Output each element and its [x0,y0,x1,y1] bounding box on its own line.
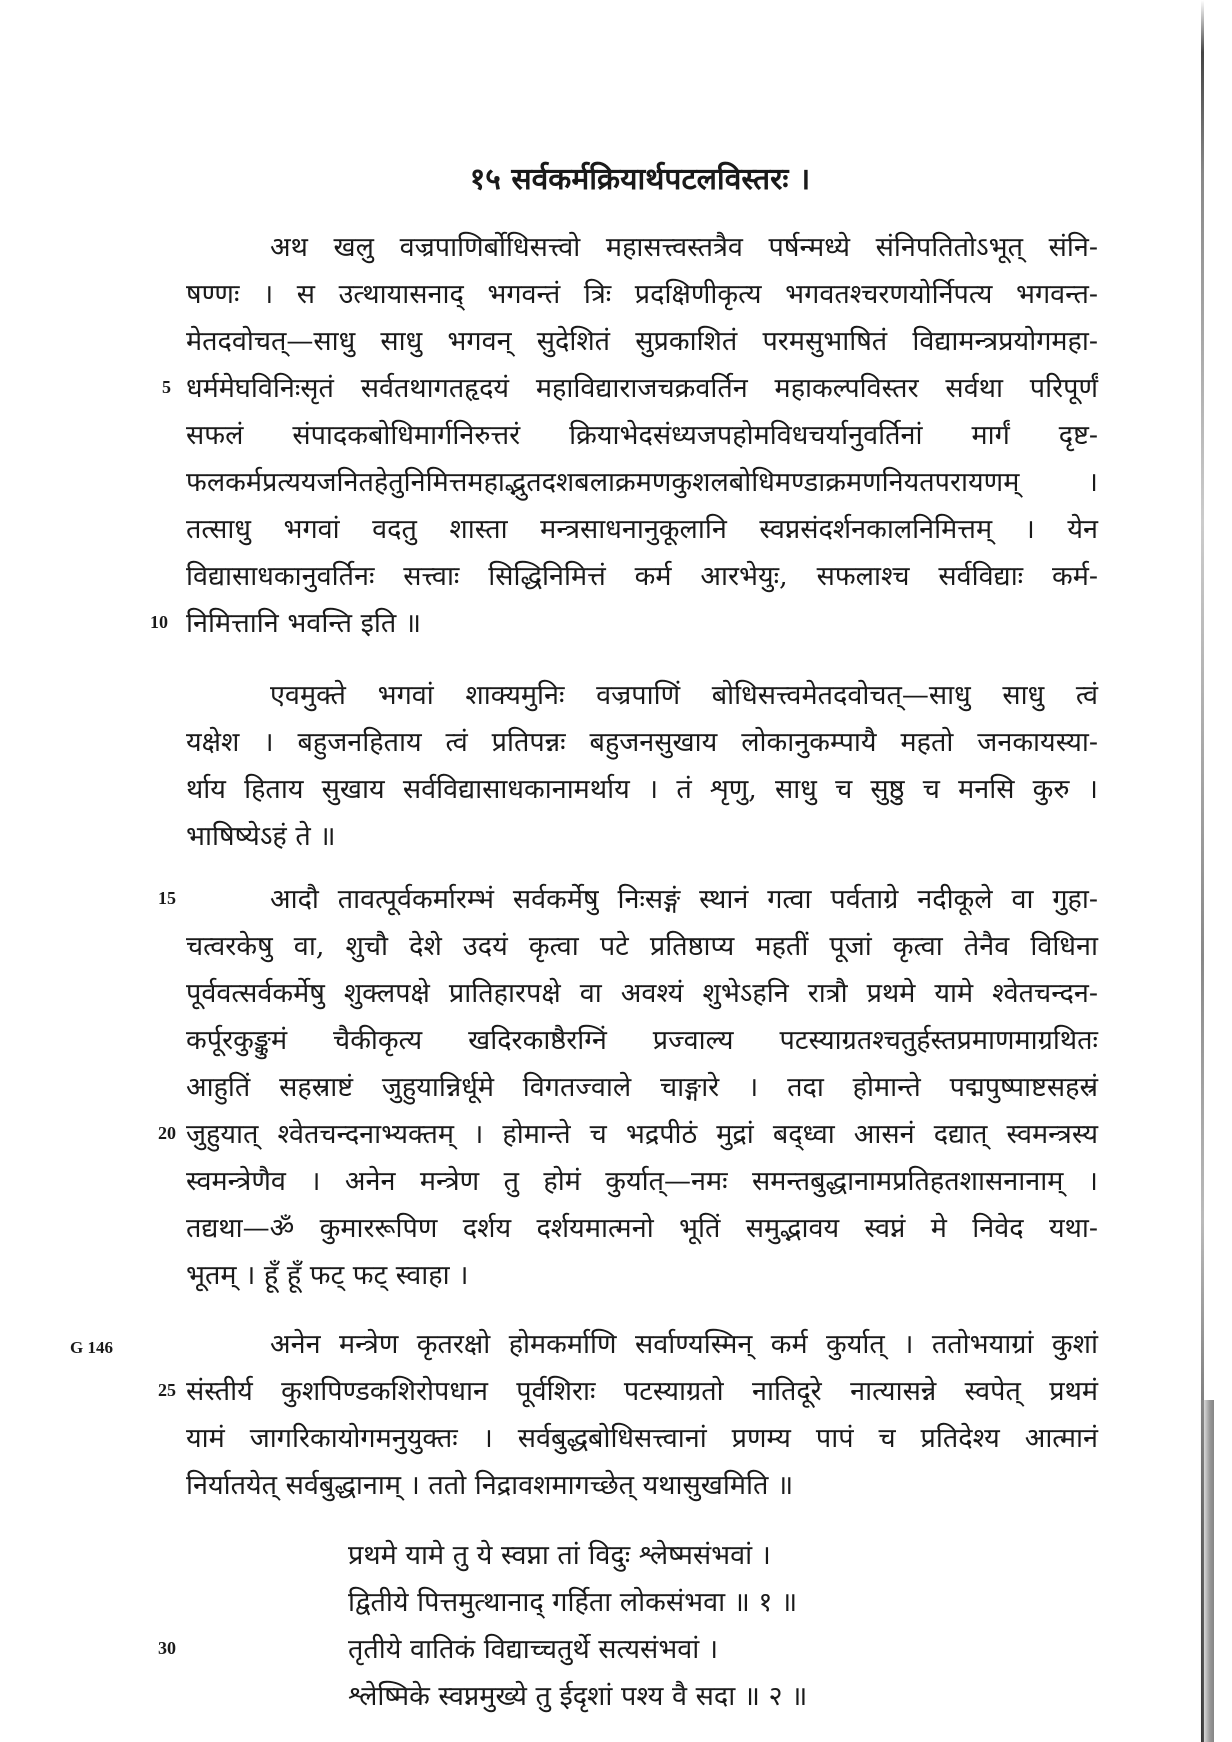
verse-line: तृतीये वातिकं विद्याच्चतुर्थे सत्यसंभवां । [348,1634,719,1665]
line-number: 15 [158,888,176,908]
verse-line: श्लेष्मिके स्वप्नमुख्ये तु ईदृशां पश्य वै सदा ॥ २ ॥ [348,1681,808,1712]
text-line: भूतम् । हूँ हूँ फट् फट् स्वाहा । [186,1260,469,1291]
text-line: चत्वरकेषु वा, शुचौ देशे उदयं कृत्वा पटे प्रतिष्ठाप्य महतीं पूजां कृत्वा तेनैव विधिना [186,931,1098,962]
text-line: अनेन मन्त्रेण कृतरक्षो होमकर्माणि सर्वाण्यस्मिन् कर्म कुर्यात् । ततोभयाग्रां कुशां [270,1329,1098,1360]
verse-line: प्रथमे यामे तु ये स्वप्ना तां विदुः श्लेष्मसंभवां । [348,1540,771,1571]
page-edge-shadow-bottom [1200,1400,1214,1742]
line-number: 25 [158,1380,176,1400]
text-line: एवमुक्ते भगवां शाक्यमुनिः वज्रपाणिं बोधिसत्त्वमेतदवोचत्—साधु साधु त्वं [270,680,1098,711]
text-line: पूर्ववत्सर्वकर्मेषु शुक्लपक्षे प्रातिहारपक्षे वा अवश्यं शुभेऽहनि रात्रौ प्रथमे यामे श्वेतचन्दन- [186,978,1098,1009]
text-line: षण्णः । स उत्थायासनाद् भगवन्तं त्रिः प्रदक्षिणीकृत्य भगवतश्चरणयोर्निपत्य भगवन्त- [186,279,1098,310]
margin-reference: G 146 [70,1338,113,1357]
text-line: निर्यातयेत् सर्वबुद्धानाम् । ततो निद्रावशमागच्छेत् यथासुखमिति ॥ [186,1470,794,1501]
chapter-heading: १५ सर्वकर्मक्रियार्थपटलविस्तरः । [469,162,811,197]
text-line: संस्तीर्य कुशपिण्डकशिरोपधान पूर्वशिराः पटस्याग्रतो नातिदूरे नात्यासन्ने स्वपेत् प्रथमं [186,1376,1098,1407]
text-line: सफलं संपादकबोधिमार्गनिरुत्तरं क्रियाभेदसंध्यजपहोमविधचर्यानुवर्तिनां मार्गं दृष्ट- [186,420,1098,451]
text-line: मेतदवोचत्—साधु साधु भगवन् सुदेशितं सुप्रकाशितं परमसुभाषितं विद्यामन्त्रप्रयोगमहा- [186,326,1098,357]
text-line: र्थाय हिताय सुखाय सर्वविद्यासाधकानामर्थाय । तं शृणु, साधु च सुष्ठु च मनसि कुरु । [186,774,1098,805]
text-line: विद्यासाधकानुवर्तिनः सत्त्वाः सिद्धिनिमित्तं कर्म आरभेयुः, सफलाश्च सर्वविद्याः कर्म- [186,561,1098,592]
text-line: कर्पूरकुङ्कुमं चैकीकृत्य खदिरकाष्ठैरग्निं प्रज्वाल्य पटस्याग्रतश्चतुर्हस्तप्रमाणमाग्रथितः [186,1025,1098,1056]
verse-line: द्वितीये पित्तमुत्थानाद् गर्हिता लोकसंभवा ॥ १ ॥ [348,1587,798,1618]
text-line: तद्यथा—ॐ कुमाररूपिण दर्शय दर्शयमात्मनो भूतिं समुद्भावय स्वप्नं मे निवेद यथा- [186,1213,1098,1244]
text-line: भाषिष्येऽहं ते ॥ [186,821,336,852]
text-line: यामं जागरिकायोगमनुयुक्तः । सर्वबुद्धबोधिसत्त्वानां प्रणम्य पापं च प्रतिदेश्य आत्मानं [186,1423,1098,1454]
text-line: जुहुयात् श्वेतचन्दनाभ्यक्तम् । होमान्ते च भद्रपीठं मुद्रां बद्ध्वा आसनं दद्यात् स्वमन्त्रस्य [186,1119,1098,1150]
text-line: निमित्तानि भवन्ति इति ॥ [186,608,421,639]
text-line: अथ खलु वज्रपाणिर्बोधिसत्त्वो महासत्त्वस्तत्रैव पर्षन्मध्ये संनिपतितोऽभूत् संनि- [270,232,1098,263]
text-line: स्वमन्त्रेणैव । अनेन मन्त्रेण तु होमं कुर्यात्—नमः समन्तबुद्धानामप्रतिहतशासनानाम् । [186,1166,1098,1197]
text-line: धर्ममेघविनिःसृतं सर्वतथागतहृदयं महाविद्याराजचक्रवर्तिन महाकल्पविस्तर सर्वथा परिपूर्णं [186,373,1098,404]
line-number: 20 [158,1123,176,1143]
line-number: 5 [162,377,171,397]
text-line: यक्षेश । बहुजनहिताय त्वं प्रतिपन्नः बहुजनसुखाय लोकानुकम्पायै महतो जनकायस्या- [186,727,1098,758]
text-line: फलकर्मप्रत्ययजनितहेतुनिमित्तमहाद्भुतदशबलाक्रमणकुशलबोधिमण्डाक्रमणनियतपरायणम् । [186,467,1098,498]
text-line: आहुतिं सहस्राष्टं जुहुयान्निर्धूमे विगतज्वाले चाङ्गारे । तदा होमान्ते पद्मपुष्पाष्टसहस्रं [186,1072,1098,1103]
text-line: आदौ तावत्पूर्वकर्मारम्भं सर्वकर्मेषु निःसङ्गं स्थानं गत्वा पर्वताग्रे नदीकूले वा गुहा- [270,884,1098,915]
text-line: तत्साधु भगवां वदतु शास्ता मन्त्रसाधनानुकूलानि स्वप्नसंदर्शनकालनिमित्तम् । येन [186,514,1098,545]
line-number: 10 [150,612,168,632]
line-number: 30 [158,1638,176,1658]
